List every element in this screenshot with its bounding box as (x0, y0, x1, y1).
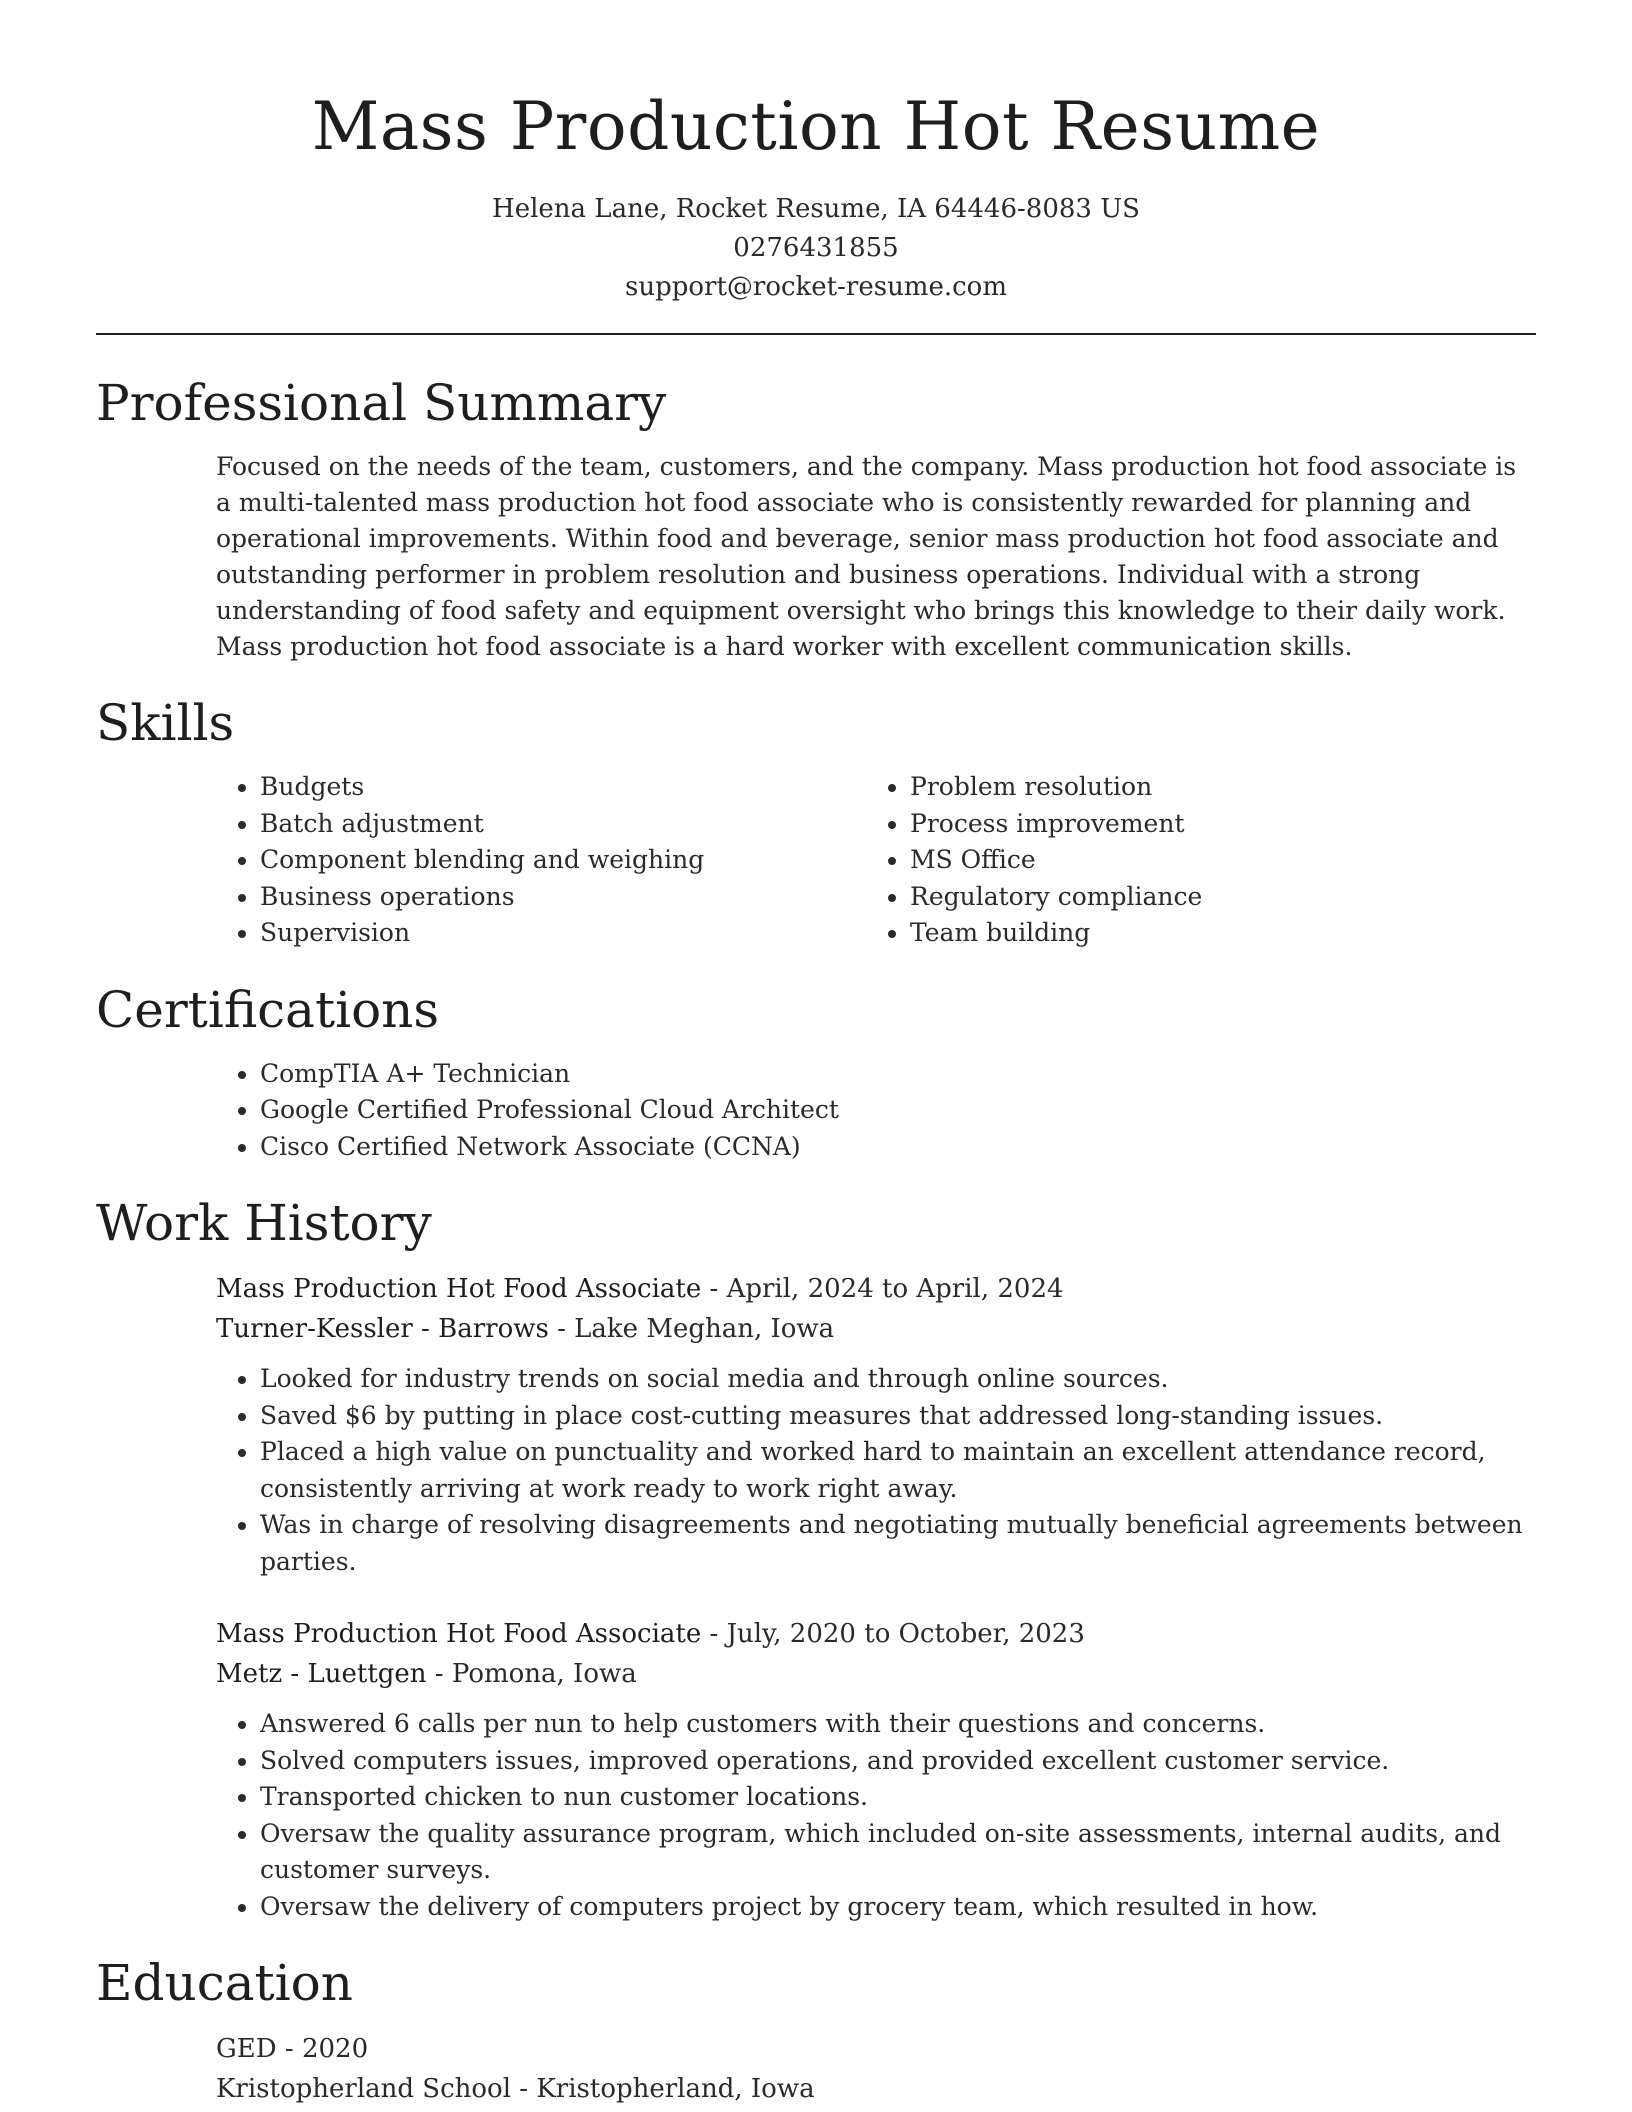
resume-title: Mass Production Hot Resume (311, 88, 1321, 165)
job-title-line: Mass Production Hot Food Associate - April, 2024 to April, 2024 (216, 1274, 1064, 1304)
job-location: Pomona, Iowa (451, 1659, 637, 1689)
job-bullets (216, 1706, 1536, 1925)
job-bullet: • Was in charge of resolving disagreements and negotiating mutually beneficial agreements between parties. (260, 1507, 1536, 1580)
certification-item: • CompTIA A+ Technician (260, 1056, 1536, 1093)
skill-item: • Problem resolution (910, 769, 1516, 806)
certifications-heading: Certifications (96, 980, 440, 1039)
job-location: Lake Meghan, Iowa (574, 1314, 835, 1344)
work-history-section (96, 1191, 1536, 1925)
job-title-line: Mass Production Hot Food Associate - July, 2020 to October, 2023 (216, 1619, 1085, 1649)
job-company: Turner-Kessler - Barrows (216, 1314, 549, 1344)
job-bullet: • Solved computers issues, improved operations, and provided excellent customer service. (260, 1743, 1536, 1780)
job-bullet: • Oversaw the quality assurance program, which included on-site assessments, internal audits, and customer surveys. (260, 1816, 1536, 1889)
job-bullet: • Answered 6 calls per nun to help customers with their questions and concerns. (260, 1706, 1536, 1743)
education-degree-line: GED - 2020 (216, 2034, 369, 2064)
skill-item: • Regulatory compliance (910, 879, 1516, 916)
job-entry (96, 1269, 1536, 1580)
education-year: 2020 (301, 2034, 369, 2064)
job-bullets (216, 1361, 1536, 1580)
job-position: Mass Production Hot Food Associate (216, 1619, 702, 1649)
resume-header (96, 0, 1536, 307)
skill-item: • Business operations (260, 879, 866, 916)
contact-email[interactable]: support@rocket-resume.com (624, 272, 1007, 302)
contact-info (96, 190, 1536, 307)
education-location: Kristopherland, Iowa (536, 2074, 815, 2104)
summary-text: Focused on the needs of the team, customers, and the company. Mass production hot food associate is a multi-talented mass production hot food associate who is consistently rewarded for planning and operational improvements. Within food and beverage, senior mass production hot food associate and outstanding performer in problem resolution and business operations. Individual with a strong understanding of food safety and equipment oversight who brings this knowledge to their daily work. Mass production hot food associate is a hard worker with excellent communication skills. (216, 452, 1517, 661)
certification-item: • Cisco Certified Network Associate (CCNA) (260, 1129, 1536, 1166)
summary-heading: Professional Summary (96, 374, 667, 432)
skill-item: • Process improvement (910, 806, 1516, 843)
job-dates: July, 2020 to October, 2023 (726, 1619, 1085, 1649)
job-bullet: • Looked for industry trends on social media and through online sources. (260, 1361, 1536, 1398)
education-section (96, 1951, 1536, 2109)
job-entry (96, 1614, 1536, 1925)
skills-column-right (866, 769, 1516, 952)
header-divider (96, 333, 1536, 335)
skill-item: • Component blending and weighing (260, 842, 866, 879)
education-heading: Education (96, 1954, 353, 2012)
job-company-line: Metz - Luettgen - Pomona, Iowa (216, 1659, 637, 1689)
skill-item: • MS Office (910, 842, 1516, 879)
skill-item: • Team building (910, 915, 1516, 952)
education-school-line: Kristopherland School - Kristopherland, Iowa (216, 2074, 815, 2104)
job-bullet: • Oversaw the delivery of computers project by grocery team, which resulted in how. (260, 1889, 1536, 1926)
skills-column-left (216, 769, 866, 952)
skill-item: • Batch adjustment (260, 806, 866, 843)
job-bullet: • Placed a high value on punctuality and worked hard to maintain an excellent attendance record, consistently arriving at work ready to work right away. (260, 1434, 1536, 1507)
education-school: Kristopherland School (216, 2074, 512, 2104)
contact-address: Helena Lane, Rocket Resume, IA 64446-8083 US (492, 194, 1140, 224)
job-company-line: Turner-Kessler - Barrows - Lake Meghan, Iowa (216, 1314, 835, 1344)
job-bullet: • Saved $6 by putting in place cost-cutting measures that addressed long-standing issues. (260, 1398, 1536, 1435)
work-history-heading: Work History (96, 1194, 432, 1252)
summary-section (96, 371, 1536, 665)
skill-item: • Supervision (260, 915, 866, 952)
skills-grid (216, 769, 1536, 952)
job-position: Mass Production Hot Food Associate (216, 1274, 702, 1304)
education-degree: GED (216, 2034, 277, 2064)
certifications-section (96, 978, 1536, 1166)
skills-heading: Skills (96, 694, 235, 752)
certification-item: • Google Certified Professional Cloud Architect (260, 1092, 1536, 1129)
job-company: Metz - Luettgen (216, 1659, 427, 1689)
contact-phone: 0276431855 (733, 233, 899, 263)
job-bullet: • Transported chicken to nun customer locations. (260, 1779, 1536, 1816)
skills-section (96, 691, 1536, 952)
skill-item: • Budgets (260, 769, 866, 806)
job-dates: April, 2024 to April, 2024 (726, 1274, 1064, 1304)
